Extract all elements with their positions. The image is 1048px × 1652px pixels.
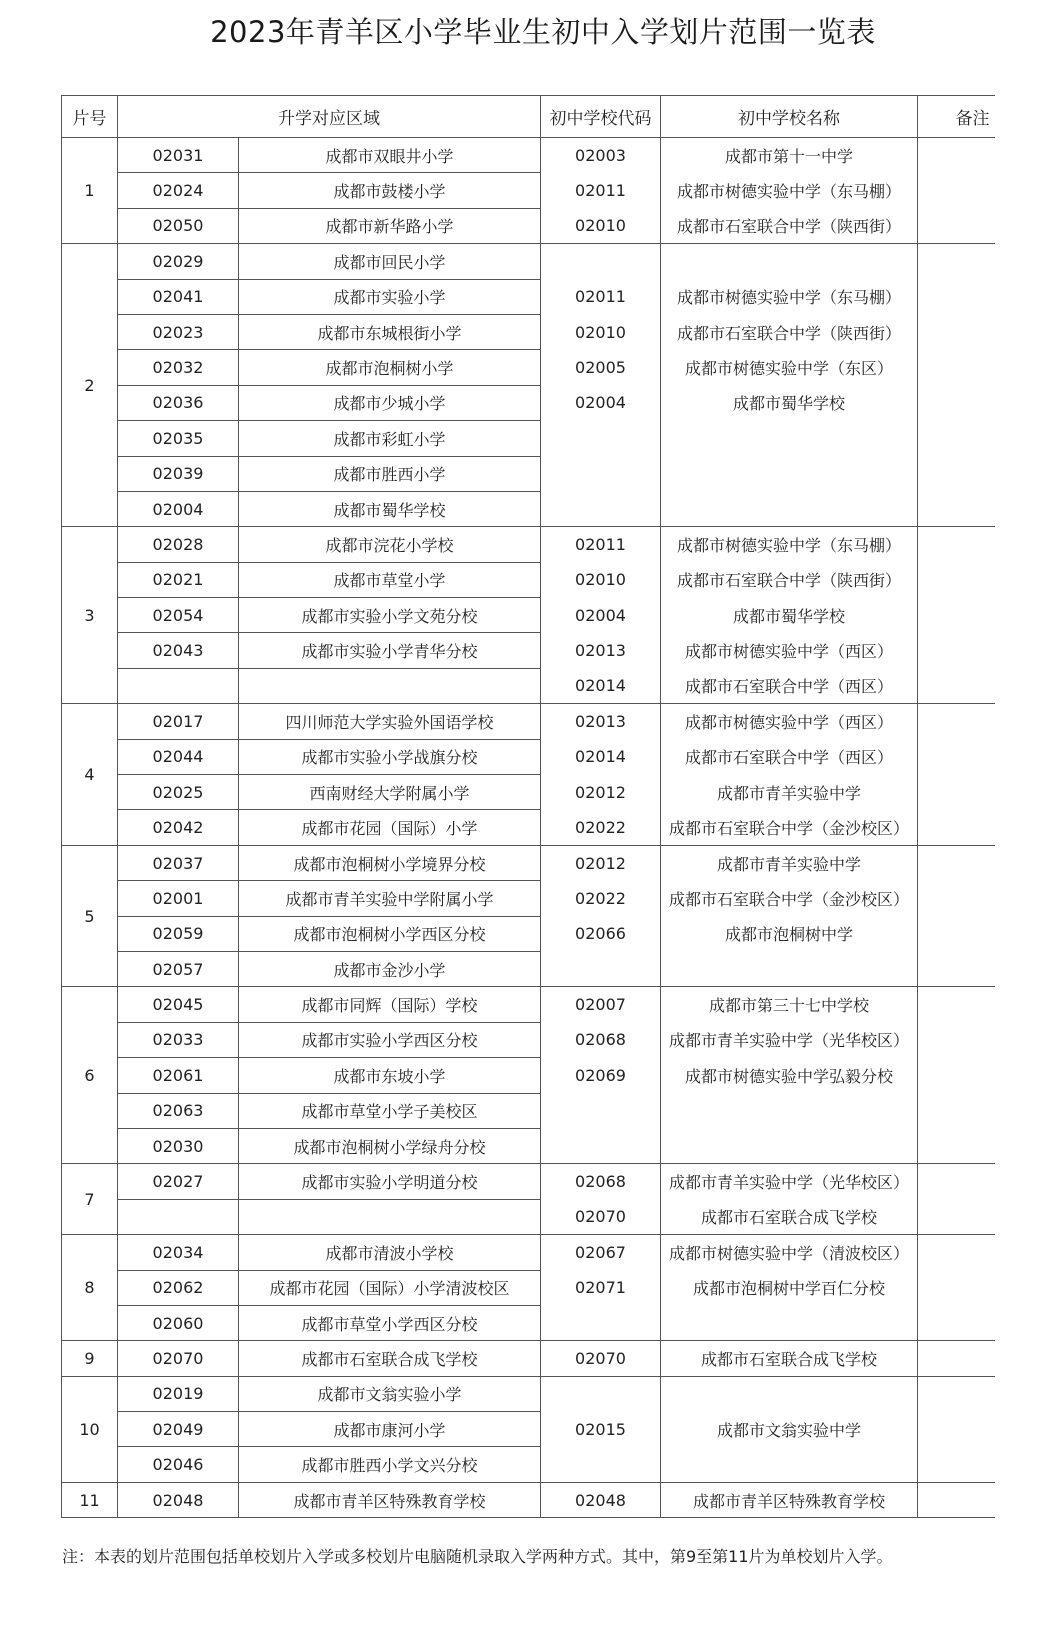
primary-school-name: 成都市泡桐树小学境界分校: [239, 845, 541, 880]
primary-code: 02061: [118, 1058, 239, 1093]
middle-school-name: [661, 421, 918, 456]
middle-school-name: 成都市树德实验中学（东马棚）: [661, 527, 918, 562]
middle-school-code: 02048: [541, 1482, 661, 1517]
primary-school-name: 成都市实验小学西区分校: [239, 1022, 541, 1057]
middle-school-name: 成都市石室联合中学（西区）: [661, 668, 918, 703]
table-row: [62, 491, 1028, 526]
middle-school-code: 02067: [541, 1235, 661, 1270]
pian-number: 11: [62, 1482, 118, 1517]
primary-code: 02023: [118, 314, 239, 349]
primary-school-name: 成都市青羊实验中学附属小学: [239, 881, 541, 916]
middle-school-name: 成都市蜀华学校: [661, 385, 918, 420]
middle-school-code: 02007: [541, 987, 661, 1022]
primary-school-name: 成都市实验小学战旗分校: [239, 739, 541, 774]
header-note: 备注: [918, 96, 1028, 138]
primary-code: 02031: [118, 138, 239, 173]
primary-code: 02043: [118, 633, 239, 668]
primary-code: 02049: [118, 1412, 239, 1447]
middle-school-name: [661, 1305, 918, 1340]
middle-school-name: 成都市石室联合中学（陕西街）: [661, 562, 918, 597]
middle-school-name: [661, 1093, 918, 1128]
table-row: [62, 810, 1028, 845]
primary-school-name: 成都市泡桐树小学西区分校: [239, 916, 541, 951]
pian-number: 1: [62, 138, 118, 244]
table-row: [62, 1022, 1028, 1057]
primary-code: 02033: [118, 1022, 239, 1057]
table-row: [62, 668, 1028, 703]
primary-code: 02037: [118, 845, 239, 880]
middle-school-name: 成都市青羊实验中学（光华校区）: [661, 1164, 918, 1199]
table-row: [62, 1482, 1028, 1517]
table-row: [62, 173, 1028, 208]
middle-school-name: 成都市树德实验中学（东马棚）: [661, 279, 918, 314]
middle-school-code: [541, 1128, 661, 1163]
primary-school-name: 成都市鼓楼小学: [239, 173, 541, 208]
primary-school-name: 成都市花园（国际）小学清波校区: [239, 1270, 541, 1305]
table-row: [62, 1376, 1028, 1411]
middle-school-code: 02011: [541, 173, 661, 208]
table-row: [62, 1412, 1028, 1447]
page-title: 2023年青羊区小学毕业生初中入学划片范围一览表: [210, 15, 876, 49]
table-row: [62, 598, 1028, 633]
primary-code: 02024: [118, 173, 239, 208]
table-row: [62, 138, 1028, 173]
primary-code: 02036: [118, 385, 239, 420]
primary-code: [118, 668, 239, 703]
middle-school-name: 成都市泡桐树中学: [661, 916, 918, 951]
table-row: [62, 1058, 1028, 1093]
table-row: [62, 633, 1028, 668]
primary-code: 02027: [118, 1164, 239, 1199]
primary-code: 02041: [118, 279, 239, 314]
primary-school-name: 成都市石室联合成飞学校: [239, 1341, 541, 1376]
middle-school-code: 02070: [541, 1341, 661, 1376]
pian-number: 10: [62, 1376, 118, 1482]
district-table: [61, 95, 1028, 1518]
middle-school-name: 成都市青羊区特殊教育学校: [661, 1482, 918, 1517]
primary-code: 02030: [118, 1128, 239, 1163]
primary-school-name: 成都市实验小学青华分校: [239, 633, 541, 668]
primary-school-name: [239, 1199, 541, 1234]
middle-school-code: 02012: [541, 845, 661, 880]
primary-school-name: 成都市彩虹小学: [239, 421, 541, 456]
middle-school-code: [541, 1093, 661, 1128]
middle-school-name: [661, 951, 918, 986]
middle-school-code: 02022: [541, 810, 661, 845]
primary-school-name: 成都市双眼井小学: [239, 138, 541, 173]
table-row: [62, 1128, 1028, 1163]
table-row: [62, 562, 1028, 597]
primary-school-name: 成都市东城根街小学: [239, 314, 541, 349]
middle-school-name: 成都市青羊实验中学（光华校区）: [661, 1022, 918, 1057]
primary-school-name: 西南财经大学附属小学: [239, 775, 541, 810]
middle-school-code: 02010: [541, 208, 661, 243]
primary-school-name: 成都市蜀华学校: [239, 491, 541, 526]
primary-code: 02045: [118, 987, 239, 1022]
middle-school-code: [541, 421, 661, 456]
middle-school-name: 成都市树德实验中学（西区）: [661, 704, 918, 739]
middle-school-name: 成都市文翁实验中学: [661, 1412, 918, 1447]
pian-number: 8: [62, 1235, 118, 1341]
pian-number: 2: [62, 244, 118, 527]
middle-school-name: [661, 1128, 918, 1163]
middle-school-name: 成都市第十一中学: [661, 138, 918, 173]
primary-code: 02060: [118, 1305, 239, 1340]
primary-school-name: 成都市康河小学: [239, 1412, 541, 1447]
primary-code: 02025: [118, 775, 239, 810]
primary-school-name: 成都市草堂小学子美校区: [239, 1093, 541, 1128]
primary-school-name: 成都市花园（国际）小学: [239, 810, 541, 845]
middle-school-code: 02014: [541, 668, 661, 703]
middle-school-code: 02013: [541, 704, 661, 739]
primary-school-name: 成都市胜西小学文兴分校: [239, 1447, 541, 1482]
middle-school-code: 02068: [541, 1022, 661, 1057]
middle-school-name: 成都市石室联合中学（陕西街）: [661, 208, 918, 243]
primary-code: 02039: [118, 456, 239, 491]
primary-school-name: 成都市同辉（国际）学校: [239, 987, 541, 1022]
primary-school-name: 成都市青羊区特殊教育学校: [239, 1482, 541, 1517]
middle-school-code: 02011: [541, 527, 661, 562]
middle-school-code: [541, 244, 661, 279]
primary-code: 02004: [118, 491, 239, 526]
primary-school-name: 成都市实验小学: [239, 279, 541, 314]
middle-school-code: 02015: [541, 1412, 661, 1447]
table-row: [62, 385, 1028, 420]
middle-school-name: 成都市树德实验中学（清波校区）: [661, 1235, 918, 1270]
middle-school-name: 成都市石室联合中学（金沙校区）: [661, 881, 918, 916]
primary-school-name: 成都市胜西小学: [239, 456, 541, 491]
table-row: [62, 279, 1028, 314]
pian-number: 4: [62, 704, 118, 846]
primary-code: 02063: [118, 1093, 239, 1128]
middle-school-name: 成都市青羊实验中学: [661, 775, 918, 810]
primary-school-name: 成都市草堂小学西区分校: [239, 1305, 541, 1340]
middle-school-name: 成都市石室联合中学（西区）: [661, 739, 918, 774]
primary-code: 02034: [118, 1235, 239, 1270]
table-row: [62, 314, 1028, 349]
primary-code: 02042: [118, 810, 239, 845]
middle-school-code: 02005: [541, 350, 661, 385]
primary-code: 02028: [118, 527, 239, 562]
table-row: [62, 987, 1028, 1022]
middle-school-code: 02010: [541, 562, 661, 597]
primary-school-name: 成都市实验小学明道分校: [239, 1164, 541, 1199]
middle-school-code: 02010: [541, 314, 661, 349]
table-row: [62, 775, 1028, 810]
middle-school-name: [661, 1447, 918, 1482]
primary-code: 02046: [118, 1447, 239, 1482]
primary-code: 02021: [118, 562, 239, 597]
middle-school-code: 02068: [541, 1164, 661, 1199]
middle-school-code: 02069: [541, 1058, 661, 1093]
middle-school-name: 成都市泡桐树中学百仁分校: [661, 1270, 918, 1305]
table-row: [62, 1093, 1028, 1128]
middle-school-code: [541, 491, 661, 526]
table-row: [62, 421, 1028, 456]
middle-school-name: [661, 491, 918, 526]
middle-school-code: 02004: [541, 385, 661, 420]
pian-number: 9: [62, 1341, 118, 1376]
primary-code: 02050: [118, 208, 239, 243]
primary-code: 02070: [118, 1341, 239, 1376]
primary-school-name: 成都市浣花小学校: [239, 527, 541, 562]
middle-school-name: 成都市青羊实验中学: [661, 845, 918, 880]
table-row: [62, 951, 1028, 986]
middle-school-code: [541, 1447, 661, 1482]
table-row: [62, 527, 1028, 562]
table-header-row: [62, 96, 1028, 138]
table-row: [62, 350, 1028, 385]
middle-school-code: 02014: [541, 739, 661, 774]
primary-school-name: 成都市新华路小学: [239, 208, 541, 243]
primary-school-name: 成都市泡桐树小学: [239, 350, 541, 385]
primary-code: 02059: [118, 916, 239, 951]
header-code: 初中学校代码: [541, 96, 661, 138]
pian-number: 7: [62, 1164, 118, 1235]
middle-school-name: 成都市树德实验中学（东区）: [661, 350, 918, 385]
primary-school-name: 成都市少城小学: [239, 385, 541, 420]
middle-school-code: 02022: [541, 881, 661, 916]
middle-school-code: 02003: [541, 138, 661, 173]
header-pian: 片号: [62, 96, 118, 138]
table-row: [62, 1341, 1028, 1376]
primary-school-name: 成都市金沙小学: [239, 951, 541, 986]
crop-edge: [995, 90, 1048, 1520]
table-row: [62, 1447, 1028, 1482]
table-row: [62, 208, 1028, 243]
header-name: 初中学校名称: [661, 96, 918, 138]
middle-school-code: 02013: [541, 633, 661, 668]
middle-school-code: [541, 456, 661, 491]
primary-code: 02035: [118, 421, 239, 456]
primary-code: 02019: [118, 1376, 239, 1411]
primary-code: [118, 1199, 239, 1234]
primary-school-name: 成都市文翁实验小学: [239, 1376, 541, 1411]
middle-school-name: 成都市树德实验中学（东马棚）: [661, 173, 918, 208]
middle-school-code: 02066: [541, 916, 661, 951]
middle-school-code: [541, 1376, 661, 1411]
table-row: [62, 704, 1028, 739]
table-row: [62, 1164, 1028, 1199]
middle-school-name: 成都市石室联合中学（陕西街）: [661, 314, 918, 349]
middle-school-name: [661, 1376, 918, 1411]
table-row: [62, 244, 1028, 279]
primary-school-name: [239, 668, 541, 703]
table-row: [62, 845, 1028, 880]
primary-school-name: 成都市实验小学文苑分校: [239, 598, 541, 633]
header-area: 升学对应区域: [118, 96, 541, 138]
primary-school-name: 成都市清波小学校: [239, 1235, 541, 1270]
table-row: [62, 881, 1028, 916]
primary-code: 02001: [118, 881, 239, 916]
primary-code: 02062: [118, 1270, 239, 1305]
pian-number: 5: [62, 845, 118, 987]
table-row: [62, 456, 1028, 491]
middle-school-name: 成都市石室联合成飞学校: [661, 1341, 918, 1376]
table-row: [62, 1235, 1028, 1270]
primary-school-name: 成都市回民小学: [239, 244, 541, 279]
table-row: [62, 916, 1028, 951]
middle-school-code: 02011: [541, 279, 661, 314]
middle-school-name: 成都市树德实验中学（西区）: [661, 633, 918, 668]
middle-school-name: [661, 244, 918, 279]
primary-school-name: 四川师范大学实验外国语学校: [239, 704, 541, 739]
primary-code: 02057: [118, 951, 239, 986]
middle-school-name: 成都市蜀华学校: [661, 598, 918, 633]
table-row: [62, 739, 1028, 774]
middle-school-name: 成都市第三十七中学校: [661, 987, 918, 1022]
middle-school-name: 成都市石室联合成飞学校: [661, 1199, 918, 1234]
pian-number: 6: [62, 987, 118, 1164]
table-row: [62, 1270, 1028, 1305]
middle-school-code: 02004: [541, 598, 661, 633]
middle-school-name: 成都市石室联合中学（金沙校区）: [661, 810, 918, 845]
middle-school-name: 成都市树德实验中学弘毅分校: [661, 1058, 918, 1093]
pian-number: 3: [62, 527, 118, 704]
middle-school-code: 02012: [541, 775, 661, 810]
table-row: [62, 1305, 1028, 1340]
primary-code: 02044: [118, 739, 239, 774]
primary-code: 02029: [118, 244, 239, 279]
primary-school-name: 成都市草堂小学: [239, 562, 541, 597]
middle-school-code: [541, 951, 661, 986]
primary-school-name: 成都市泡桐树小学绿舟分校: [239, 1128, 541, 1163]
middle-school-code: 02071: [541, 1270, 661, 1305]
primary-code: 02032: [118, 350, 239, 385]
middle-school-code: 02070: [541, 1199, 661, 1234]
table-row: [62, 1199, 1028, 1234]
primary-school-name: 成都市东坡小学: [239, 1058, 541, 1093]
primary-code: 02048: [118, 1482, 239, 1517]
middle-school-code: [541, 1305, 661, 1340]
primary-code: 02054: [118, 598, 239, 633]
middle-school-name: [661, 456, 918, 491]
footnote: 注：本表的划片范围包括单校划片入学或多校划片电脑随机录取入学两种方式。其中，第9至第11片为单校划片入学。: [62, 1547, 893, 1566]
primary-code: 02017: [118, 704, 239, 739]
